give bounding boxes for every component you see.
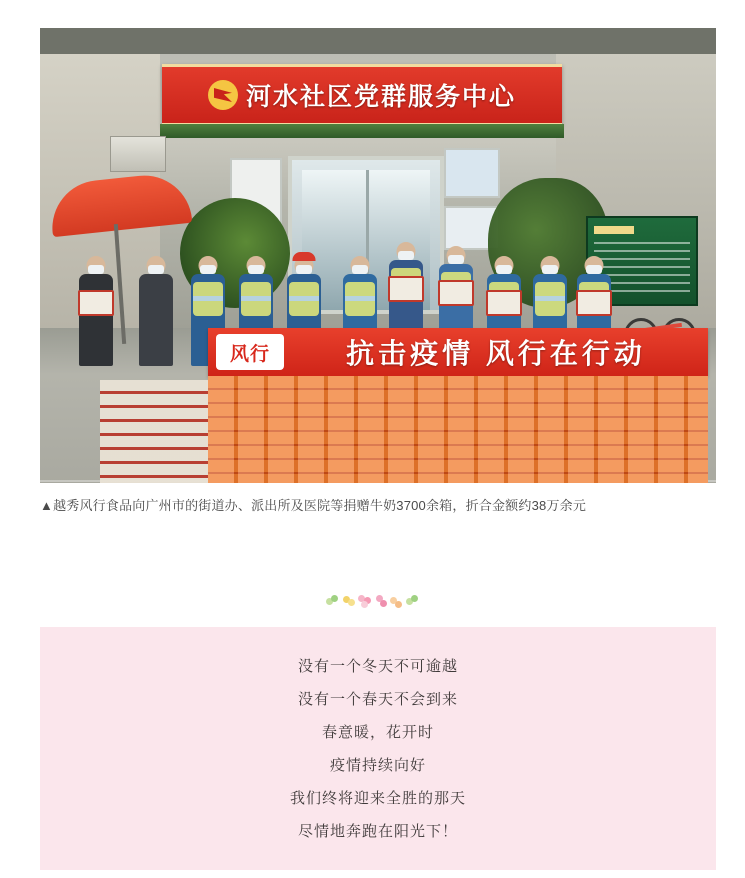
person (76, 256, 116, 366)
milk-box-stack (208, 376, 708, 483)
face-mask-icon (148, 265, 164, 274)
safety-vest (289, 282, 319, 316)
face-mask-icon (496, 265, 512, 274)
campaign-banner (208, 328, 708, 376)
face-mask-icon (448, 255, 464, 264)
flower-icon (406, 595, 420, 609)
face-mask-icon (248, 265, 264, 274)
face-mask-icon (88, 265, 104, 274)
flower-icon (374, 595, 388, 609)
brand-logo (216, 334, 284, 370)
poem-line: 春意暖，花开时 (321, 723, 434, 741)
person (136, 256, 176, 366)
safety-vest (345, 282, 375, 316)
safety-vest (193, 282, 223, 316)
safety-vest (241, 282, 271, 316)
banner-slogan: 抗击疫情 风行在行动 (346, 338, 646, 369)
poem-line: 尽情地奔跑在阳光下！ (297, 822, 458, 840)
milk-box (486, 290, 522, 316)
milk-box (576, 290, 612, 316)
signboard-text: 河水社区党群服务中心 (245, 83, 516, 111)
milk-box-stack-left (100, 380, 208, 483)
photo-caption: ▲越秀风行食品向广州市的街道办、派出所及医院等捐赠牛奶3700余箱，折合金额约38万余元 (40, 498, 587, 513)
face-mask-icon (352, 265, 368, 274)
poem-line: 疫情持续向好 (329, 756, 426, 774)
air-conditioner-unit (110, 136, 166, 172)
poem-panel (40, 627, 716, 870)
poem-line: 没有一个春天不会到来 (297, 690, 458, 708)
poem-line: 我们终将迎来全胜的那天 (289, 789, 466, 807)
milk-box (78, 290, 114, 316)
milk-box (438, 280, 474, 306)
flower-divider (0, 580, 745, 624)
flower-icon (390, 595, 404, 609)
flower-icon (358, 595, 372, 609)
facade-top-bar (40, 28, 716, 54)
milk-box (388, 276, 424, 302)
green-awning (160, 124, 564, 138)
face-mask-icon (200, 265, 216, 274)
face-mask-icon (296, 265, 312, 274)
flower-icon (326, 595, 340, 609)
poem-line: 没有一个冬天不可逾越 (297, 657, 458, 675)
brand-logo-text: 风行 (229, 343, 270, 365)
face-mask-icon (542, 265, 558, 274)
face-mask-icon (586, 265, 602, 274)
photo-scene (40, 28, 716, 483)
person-body (139, 274, 173, 366)
flower-icon (342, 595, 356, 609)
party-emblem-icon (208, 80, 238, 110)
community-center-signboard (162, 64, 562, 126)
face-mask-icon (398, 251, 414, 260)
safety-vest (535, 282, 565, 316)
person-body (79, 274, 113, 366)
article-photo (40, 28, 716, 483)
notice-board-right-top (444, 148, 500, 198)
